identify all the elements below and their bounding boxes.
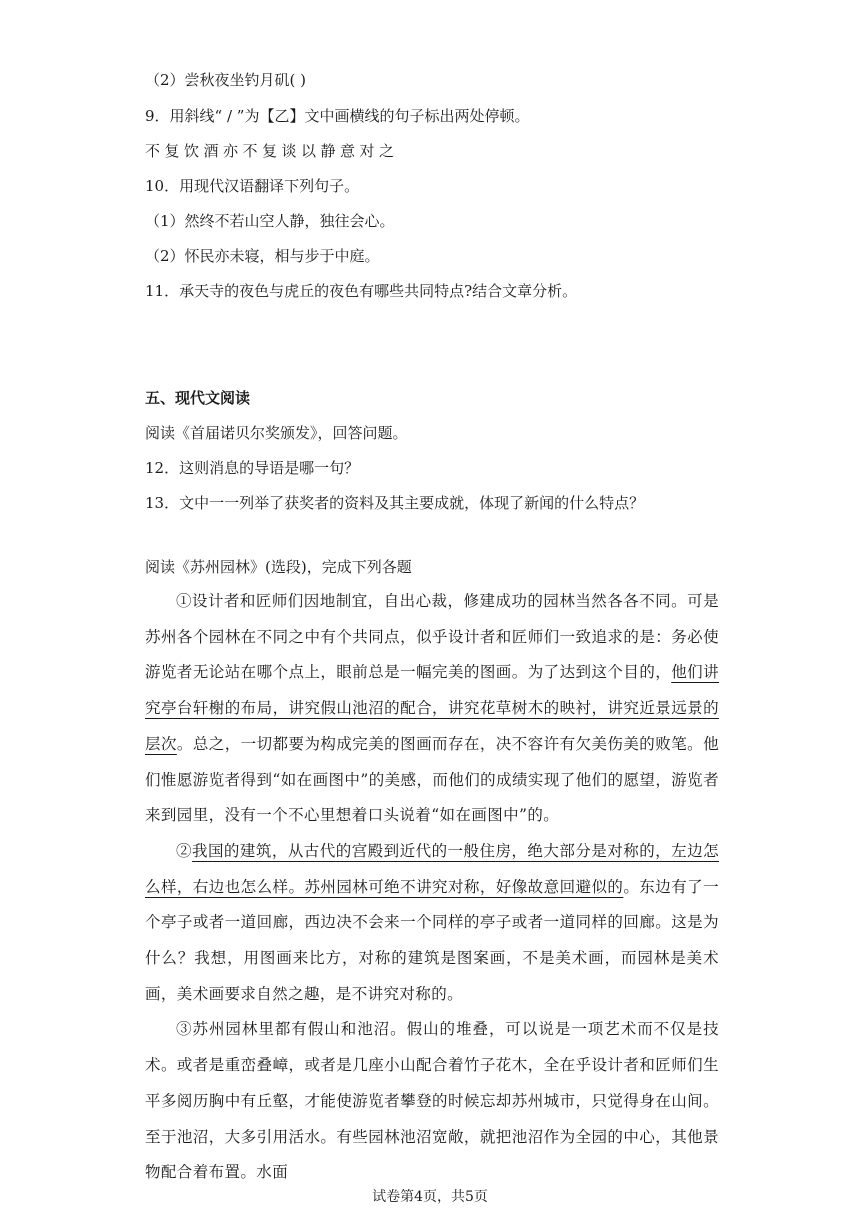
line-q10: 10．用现代汉语翻译下列句子。 bbox=[145, 177, 360, 195]
paragraph-2-text: 。东边有了一个亭子或者一道回廊，西边决不会来一个同样的亭子或者一道同样的回廊。这是为什么？我想，用图画来比方，对称的建筑是图案画，不是美术画，而园林是美术画，美术画要求自然之趣，是不讲究对称的。 bbox=[145, 877, 719, 1003]
line-q11: 11．承天寺的夜色与虎丘的夜色有哪些共同特点?结合文章分析。 bbox=[145, 282, 578, 300]
paragraph-1 bbox=[145, 584, 719, 834]
paragraph-1-text-a: ①设计者和匠师们因地制宜，自出心裁，修建成功的园林当然各各不同。可是苏州各个园林在不同之中有个共同点，似乎设计者和匠师们一致追求的是：务必使游览者无论站在哪个点上，眼前总是一幅完美的图画。为了达到这个目的， bbox=[145, 592, 719, 682]
passage bbox=[145, 584, 719, 1191]
line-reading-intro-1: 阅读《首届诺贝尔奖颁发》，回答问题。 bbox=[145, 424, 408, 442]
paragraph-2 bbox=[145, 834, 719, 1013]
line-reading-intro-2: 阅读《苏州园林》(选段)，完成下列各题 bbox=[145, 558, 412, 576]
paragraph-2-underlined: 我国的建筑，从古代的宫殿到近代的一般住房，绝大部分是对称的，左边怎么样，右边也怎么样。苏州园林可绝不讲究对称，好像故意回避似的 bbox=[145, 841, 720, 896]
line-q10-2: （2）怀民亦未寝，相与步于中庭。 bbox=[145, 247, 380, 265]
line-q8-2: （2）尝秋夜坐钓月矶( ) bbox=[145, 71, 307, 89]
line-q10-1: （1）然终不若山空人静，独往会心。 bbox=[145, 212, 395, 230]
paragraph-2-number: ② bbox=[176, 841, 192, 860]
page-footer: 试卷第4页，共5页 bbox=[372, 1189, 488, 1205]
paragraph-1-underlined: 他们讲究亭台轩榭的布局，讲究假山池沼的配合，讲究花草树木的映衬，讲究近景远景的层次 bbox=[145, 663, 720, 753]
paragraph-1-text-b: 。总之，一切都要为构成完美的图画而存在，决不容许有欠美伤美的败笔。他们惟愿游览者得到“如在画图中”的美感，而他们的成绩实现了他们的愿望，游览者来到园里，没有一个不心里想着口头说着“如在画图中”的。 bbox=[145, 734, 719, 825]
line-q13: 13．文中一一列举了获奖者的资料及其主要成就，体现了新闻的什么特点？ bbox=[145, 494, 645, 512]
paragraph-3: ③苏州园林里都有假山和池沼。假山的堆叠，可以说是一项艺术而不仅是技术。或者是重峦叠嶂，或者是几座小山配合着竹子花木，全在乎设计者和匠师们生平多阅历胸中有丘壑，才能使游览者攀登的时候忘却苏州城市，只觉得身在山间。至于池沼，大多引用活水。有些园林池沼宽敞，就把池沼作为全园的中心，其他景物配合着布置。水面 bbox=[145, 1020, 719, 1182]
line-q9: 9．用斜线“ / ”为【乙】文中画横线的句子标出两处停顿。 bbox=[145, 107, 530, 125]
section-heading: 五、现代文阅读 bbox=[145, 389, 251, 407]
line-q9-sentence: 不复饮酒亦不复谈以静意对之 bbox=[145, 142, 399, 160]
line-q12: 12．这则消息的导语是哪一句？ bbox=[145, 459, 360, 477]
